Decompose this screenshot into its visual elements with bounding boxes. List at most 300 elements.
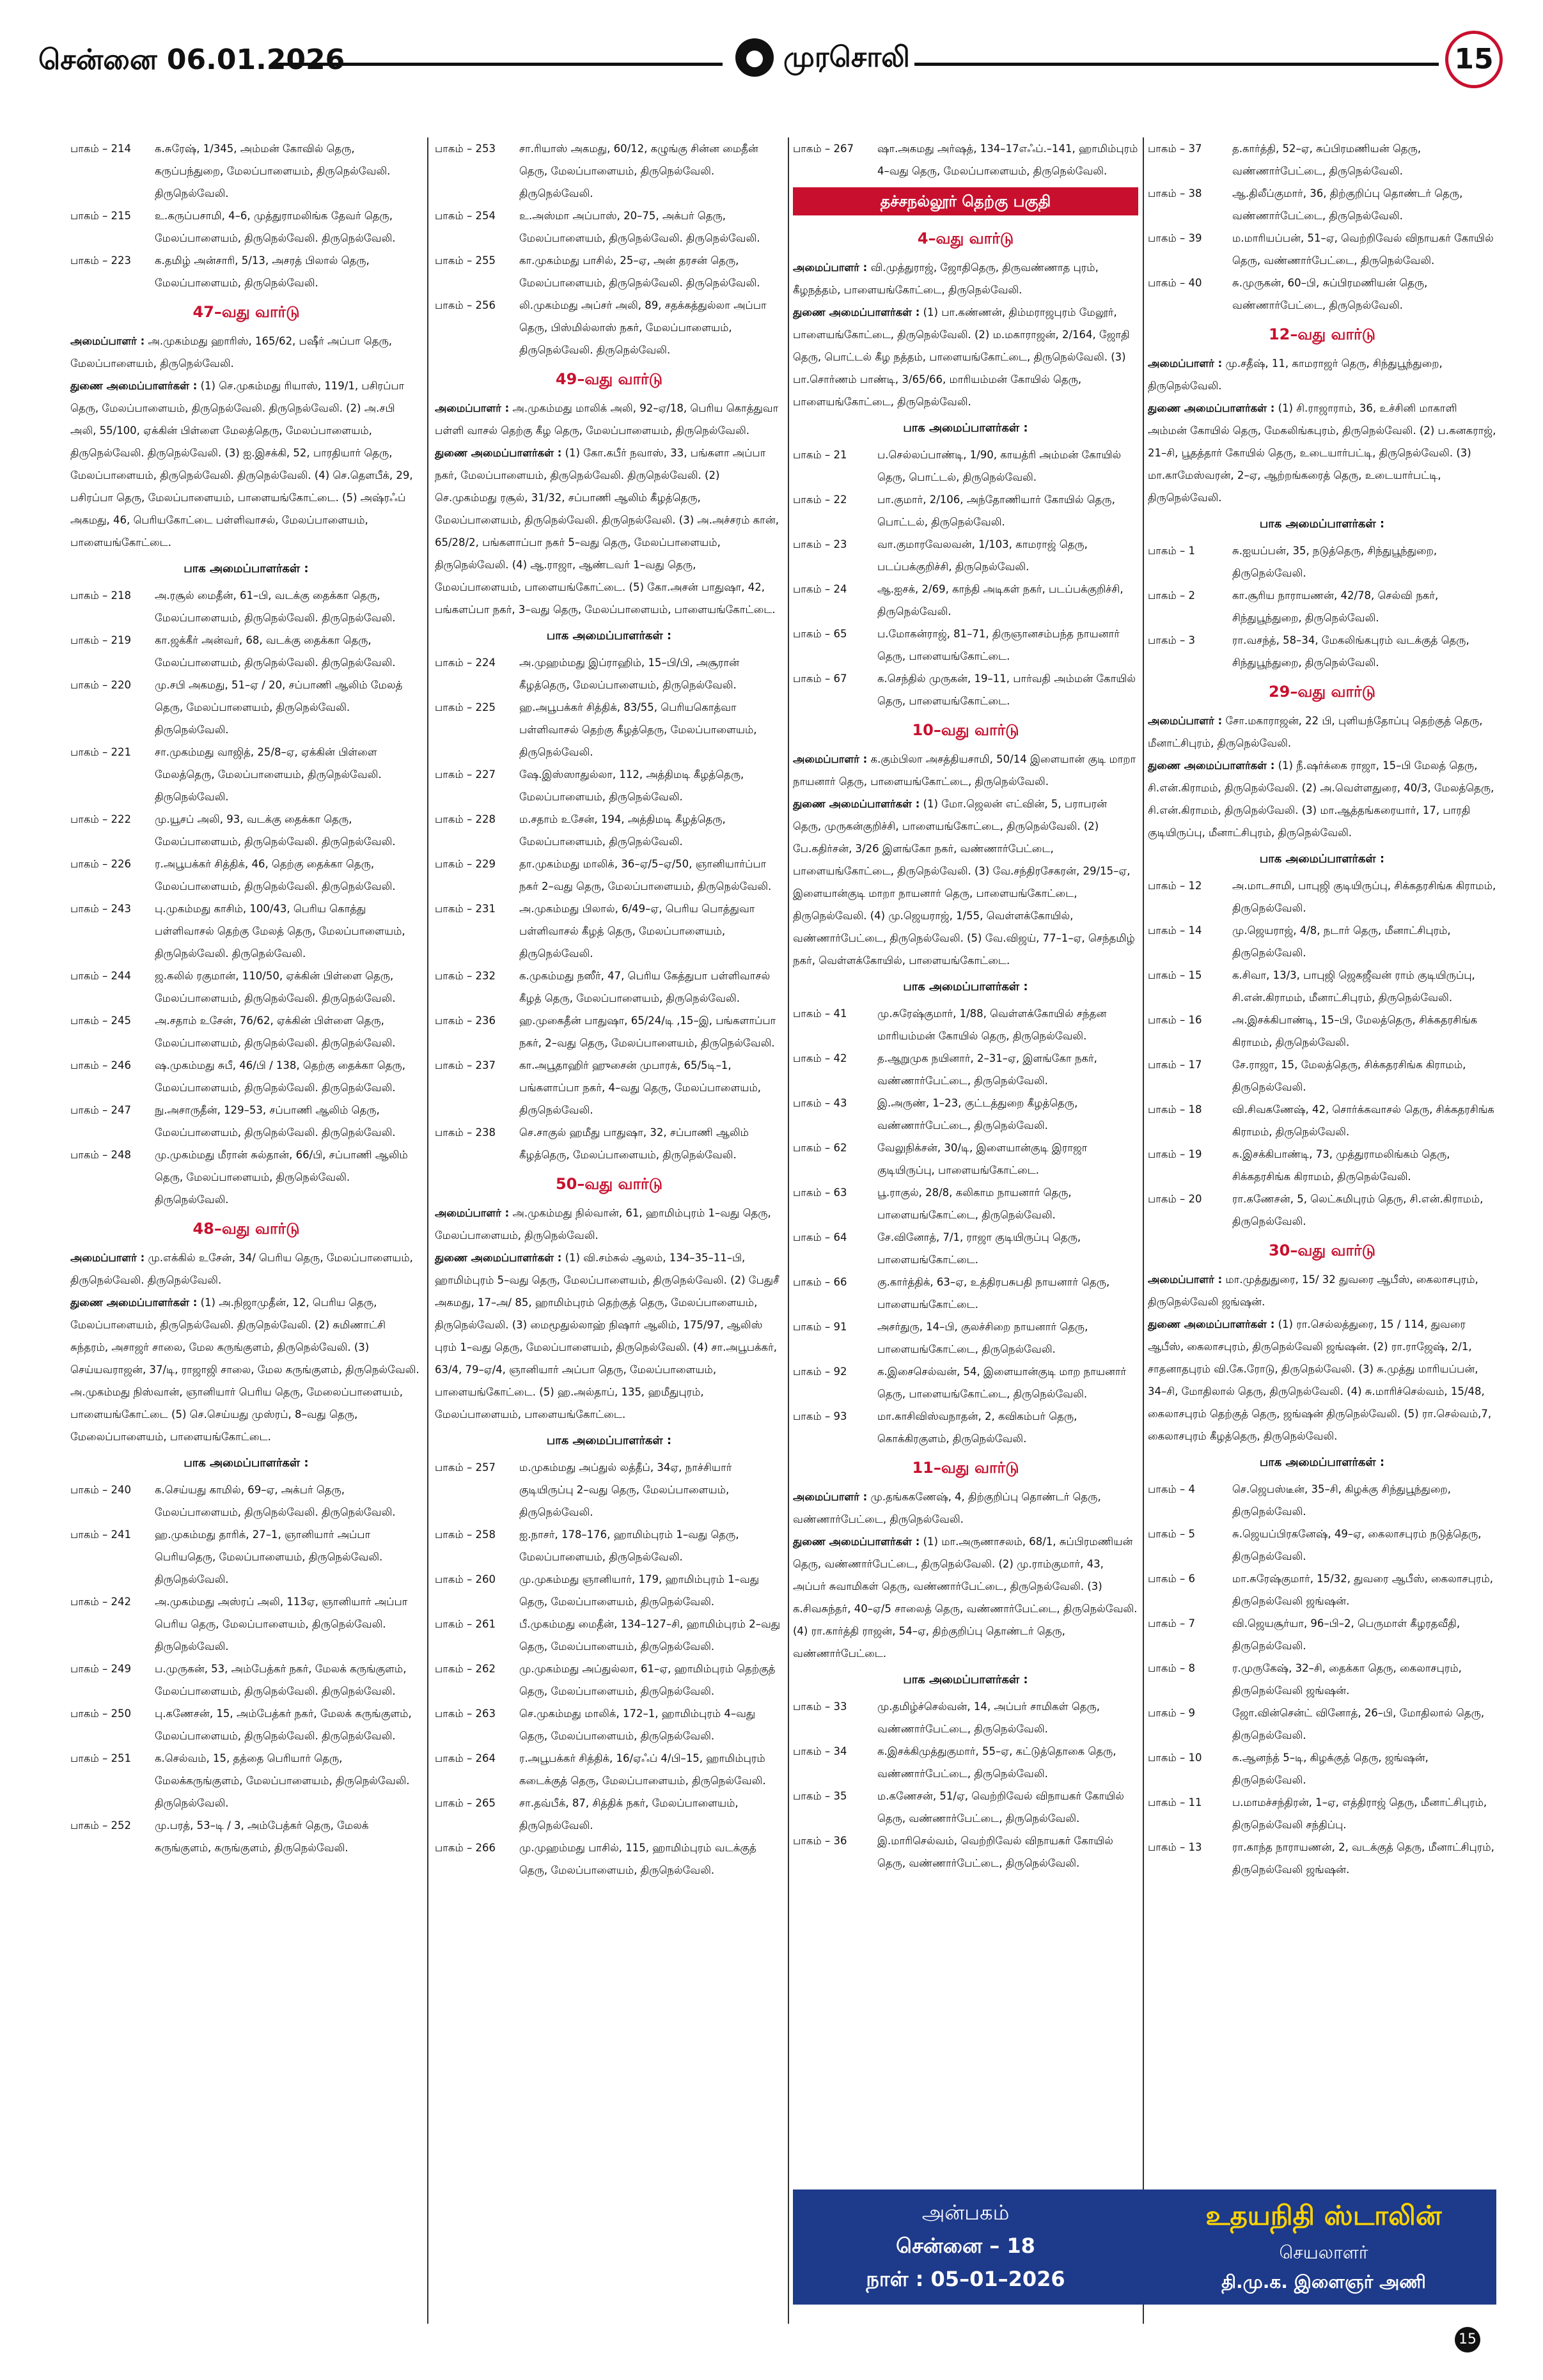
booth-entry bbox=[1148, 629, 1496, 674]
booth-entry bbox=[793, 1181, 1138, 1226]
booth-organiser-address: இ.அருண், 1–23, குட்டத்துறை கீழத்தெரு, வண்ணார்பேட்டை, திருநெல்வேலி. bbox=[877, 1097, 1078, 1132]
booth-number: பாகம் – 67 bbox=[793, 673, 847, 685]
horn-icon: ● bbox=[735, 38, 774, 77]
role-label: அமைப்பாளர் : bbox=[1148, 715, 1223, 727]
booth-number: பாகம் – 43 bbox=[793, 1097, 847, 1109]
booth-entry bbox=[435, 853, 783, 898]
booth-organiser-address: த.ஆறுமுக நயினார், 2–31–ஏ, இளங்கோ நகர், வண்ணார்பேட்டை, திருநெல்வேலி. bbox=[877, 1052, 1097, 1087]
booth-entry bbox=[793, 1405, 1138, 1450]
booth-entry bbox=[435, 1702, 783, 1747]
page-number-badge: 15 bbox=[1445, 31, 1503, 88]
booth-organiser-address: வேலுநிக்சன், 30/டி, இளையான்குடி இராஜா குடியிருப்பு, பாளையங்கோட்டை. bbox=[877, 1142, 1088, 1176]
booth-organiser-address: க.சிவா, 13/3, பாபுஜி ஜெகஜீவன் ராம் குடியிருப்பு, சி.என்.கிராமம், மீனாட்சிபுரம், திருநெல்வேலி. bbox=[1232, 969, 1475, 1004]
organiser-details: (1) மா.அருணாசலம், 68/1, சுப்பிரமணியன் தெரு, வண்ணார்பேட்டை, திருநெல்வேலி. (2) மு.ராம்குமார், 43, அப்பர் சுவாமிகள் தெரு, வண்ணார்பேட்டை, திருநெல்வேலி. (3) க.சிவசுந்தர், 40–ஏ/5 சாலைத் தெரு, வண்ணார்பேட்டை, திருநெல்வேலி. (4) ரா.கார்த்தி ராஜன், 54–ஏ, திற்குறிப்பு தொண்டர் தெரு, வண்ணார்பேட்டை. bbox=[793, 1536, 1138, 1660]
booth-number: பாகம் – 231 bbox=[435, 903, 496, 915]
booth-number: பாகம் – 247 bbox=[70, 1104, 131, 1116]
booth-organiser-address: பா.குமார், 2/106, அந்தோணியார் கோயில் தெரு, பொட்டல், திருநெல்வேலி. bbox=[877, 494, 1115, 528]
booth-organiser-address: ஹ.முகைதீன் பாதுஷா, 65/24/டி ,15–இ, பங்களாப்பா நகர், 2–வது தெரு, மேலப்பாளையம், திருநெல்வேலி. bbox=[519, 1015, 776, 1049]
booth-entry bbox=[435, 965, 783, 1009]
booth-entry bbox=[1148, 1188, 1496, 1233]
booth-entry bbox=[70, 674, 422, 741]
booth-organiser-address: மு.முகம்மது ஞானியார், 179, ஹாமிம்புரம் 1–வது தெரு, மேலப்பாளையம், திருநெல்வேலி. bbox=[519, 1573, 760, 1608]
banner-place: அன்பகம் bbox=[921, 2200, 1010, 2225]
booth-number: பாகம் – 236 bbox=[435, 1015, 496, 1027]
booth-entry bbox=[435, 1054, 783, 1121]
booth-organiser-address: செ.சாகுல் ஹமீது பாதுஷா, 32, சப்பாணி ஆலிம் கீழத்தெரு, மேலப்பாளையம், திருநெல்வேலி. bbox=[519, 1126, 749, 1161]
booth-number: பாகம் – 10 bbox=[1148, 1752, 1202, 1764]
booth-entry bbox=[793, 533, 1138, 578]
booth-organiser-address: அசர்துரு, 14–பி, குலச்சிறை நாயனார் தெரு, பாளையங்கோட்டை, திருநெல்வேலி. bbox=[877, 1321, 1088, 1355]
booth-organiser-address: க.ஆனந்த் 5–டி, கிழக்குத் தெரு, ஜங்ஷன், திருநெல்வேலி. bbox=[1232, 1752, 1429, 1786]
organiser-paragraph bbox=[1148, 352, 1496, 397]
organiser-details: (1) சி.ராஜாராம், 36, உச்சினி மாகாளி அம்மன் கோயில் தெரு, மேகலிங்கபுரம், திருநெல்வேலி. (2) ப.கனகராஜ், 21–சி, பூதத்தார் கோயில் தெரு, உடையார்பட்டி, திருநெல்வேலி. (3) மா.காமேஸ்வரன், 2–ஏ, ஆற்றங்கரைத் தெரு, உடையார்பட்டி, திருநெல்வேலி. bbox=[1148, 402, 1496, 504]
booth-entry bbox=[70, 853, 422, 898]
booth-entry bbox=[793, 1092, 1138, 1137]
booth-entry bbox=[70, 205, 422, 249]
booth-entry bbox=[70, 1814, 422, 1859]
booth-number: பாகம் – 21 bbox=[793, 449, 847, 461]
booth-entry bbox=[793, 1695, 1138, 1740]
organiser-details: சோ.மகாராஜன், 22 பி, புளியந்தோப்பு தெற்குத் தெரு, மீனாட்சிபுரம், திருநெல்வேலி. bbox=[1148, 715, 1483, 749]
booth-organiser-address: சு.ஜெயப்பிரகனேஷ், 49–ஏ, கைலாசபுரம் நடுத்தெரு, திருநெல்வேலி. bbox=[1232, 1528, 1482, 1562]
booth-organiser-address: அ.மாடசாமி, பாபுஜி குடியிருப்பு, சிக்கதரசிங்க கிராமம், திருநெல்வேலி. bbox=[1232, 880, 1496, 914]
booth-number: பாகம் – 226 bbox=[70, 858, 131, 870]
booth-number: பாகம் – 244 bbox=[70, 970, 131, 982]
booth-organiser-address: இ.மாரிசெல்வம், வெற்றிவேல் விநாயகர் கோயில் தெரு, வண்ணார்பேட்டை, திருநெல்வேலி. bbox=[877, 1835, 1113, 1869]
section-subheading: பாக அமைப்பாளர்கள் : bbox=[546, 629, 672, 642]
organiser-paragraph bbox=[435, 1247, 783, 1426]
booth-number: பாகம் – 225 bbox=[435, 701, 496, 713]
role-label: துணை அமைப்பாளர்கள் : bbox=[70, 380, 198, 392]
booth-entry bbox=[793, 1740, 1138, 1785]
booth-organiser-address: க.தமிழ் அன்சாரி, 5/13, அசரத் பிலால் தெரு, மேலப்பாளையம், திருநெல்வேலி. bbox=[155, 254, 370, 289]
booth-number: பாகம் – 65 bbox=[793, 628, 847, 640]
booth-organiser-address: வி.ஜெயசூர்யா, 96–பி–2, பெருமாள் கீழரதவீதி, திருநெல்வேலி. bbox=[1232, 1617, 1461, 1652]
signatory-name: உதயநிதி ஸ்டாலின் bbox=[1205, 2200, 1442, 2231]
role-label: துணை அமைப்பாளர்கள் : bbox=[70, 1296, 198, 1309]
booth-organiser-address: கா.முகம்மது பாசில், 25–ஏ, அன் தரசன் தெரு, மேலப்பாளையம், திருநெல்வேலி. திருநெல்வேலி. bbox=[519, 254, 760, 289]
booth-organiser-address: ப.மோகன்ராஜ், 81–71, திருஞானசம்பந்த நாயனார் தெரு, பாளையங்கோட்டை. bbox=[877, 628, 1120, 662]
organiser-paragraph bbox=[793, 256, 1138, 301]
booth-number: பாகம் – 265 bbox=[435, 1797, 496, 1809]
booth-organiser-address: பூ.ராகுல், 28/8, கலிகாம நாயனார் தெரு, பாளையங்கோட்டை, திருநெல்வேலி. bbox=[877, 1186, 1072, 1221]
booth-entry bbox=[70, 1144, 422, 1211]
booth-entry bbox=[1148, 1098, 1496, 1143]
organiser-paragraph bbox=[435, 397, 783, 442]
booth-organiser-address: அ.முகம்மது பிலால், 6/49–ஏ, பெரிய பொத்துவா பள்ளிவாசல் கீழத் தெரு, மேலப்பாளையம், திருநெல்வேலி. bbox=[519, 903, 755, 960]
booth-entry bbox=[1148, 540, 1496, 584]
booth-entry bbox=[793, 1226, 1138, 1271]
booth-organiser-address: ரா.வசந்த், 58–34, மேகலிங்கபுரம் வடக்குத் தெரு, சிந்துபூந்துறை, திருநெல்வேலி. bbox=[1232, 634, 1469, 669]
booth-number: பாகம் – 243 bbox=[70, 903, 131, 915]
masthead-rule-right bbox=[914, 63, 1439, 66]
role-label: அமைப்பாளர் : bbox=[793, 1491, 868, 1503]
booth-number: பாகம் – 223 bbox=[70, 254, 131, 267]
booth-organiser-address: கு.கார்த்திக், 63–ஏ, உத்திரபசுபதி நாயனார் தெரு, பாளையங்கோட்டை. bbox=[877, 1276, 1110, 1311]
booth-number: பாகம் – 228 bbox=[435, 813, 496, 825]
organiser-paragraph bbox=[70, 1291, 422, 1448]
booth-entry bbox=[793, 488, 1138, 533]
booth-entry bbox=[793, 667, 1138, 712]
booth-number: பாகம் – 220 bbox=[70, 679, 131, 691]
role-label: அமைப்பாளர் : bbox=[70, 1252, 145, 1264]
booth-number: பாகம் – 241 bbox=[70, 1528, 131, 1541]
booth-organiser-address: ஆ.ஐசக், 2/69, காந்தி அடிகள் நகர், படப்பக்குறிச்சி, திருநெல்வேலி. bbox=[877, 583, 1124, 618]
booth-number: பாகம் – 41 bbox=[793, 1007, 847, 1020]
booth-entry bbox=[435, 1658, 783, 1702]
booth-organiser-address: கா.சூரிய நாராயணன், 42/78, செல்வி நகர், சிந்துபூந்துறை, திருநெல்வேலி. bbox=[1232, 589, 1439, 624]
booth-entry bbox=[793, 1360, 1138, 1405]
booth-organiser-address: மு.சபி அகமது, 51–ஏ / 20, சப்பாணி ஆலிம் மேலத் தெரு, மேலப்பாளையம், திருநெல்வேலி. திருநெல்வேலி. bbox=[155, 679, 403, 736]
booth-entry bbox=[435, 1792, 783, 1837]
organiser-details: மா.முத்துதுரை, 15/ 32 துவரை ஆபீஸ், கைலாசபுரம், திருநெல்வேலி ஜங்ஷன். bbox=[1148, 1273, 1478, 1308]
organiser-details: வி.முத்துராஜ், ஜோதிதெரு, திருவண்ணாத புரம், கீழநத்தம், பாளையங்கோட்டை, திருநெல்வேலி. bbox=[793, 261, 1099, 296]
organiser-details: (1) ரா.செல்லத்துரை, 15 / 114, துவரை ஆபீஸ், கைலாசபுரம், திருநெல்வேலி ஜங்ஷன். (2) ரா.ராஜேஷ், 2/1, சாதனாதபுரம் வி.கே.ரோடு, திருநெல்வேலி. (3) சு.முத்து மாரியப்பன், 34–சி, மோதிலால் தெரு, திருநெல்வேலி. (4) சு.மாரிச்செல்வம், 15/48, கைலாசபுரம் தெற்குத் தெரு, ஜங்ஷன் திருநெல்வேலி. (5) ரா.செல்வம்,7, கைலாசபுரம் கீழத்தெரு, திருநெல்வேலி. bbox=[1148, 1318, 1492, 1442]
booth-organiser-address: ம.கணேசன், 51/ஏ, வெற்றிவேல் விநாயகர் கோயில் தெரு, வண்ணார்பேட்டை, திருநெல்வேலி. bbox=[877, 1790, 1124, 1824]
booth-organiser-address: ஜ.கலில் ரகுமான், 110/50, ஏக்கின் பிள்ளை தெரு, மேலப்பாளையம், திருநெல்வேலி. திருநெல்வேலி. bbox=[155, 970, 396, 1004]
booth-organiser-address: ரா.கணேசன், 5, லெட்சுமிபுரம் தெரு, சி.என்.கிராமம், திருநெல்வேலி. bbox=[1232, 1193, 1484, 1227]
area-heading: தச்சநல்லூர் தெற்கு பகுதி bbox=[793, 187, 1138, 215]
booth-organiser-address: க.சுரேஷ், 1/345, அம்மன் கோவில் தெரு, கருப்பந்துறை, மேலப்பாளையம், திருநெல்வேலி. திருநெல்வேலி. bbox=[155, 143, 391, 199]
booth-entry bbox=[1148, 919, 1496, 964]
booth-number: பாகம் – 35 bbox=[793, 1790, 847, 1802]
booth-number: பாகம் – 237 bbox=[435, 1059, 496, 1071]
signatory-title: செயலாளர் bbox=[1279, 2242, 1368, 2263]
booth-entry bbox=[1148, 227, 1496, 272]
section-subheading: பாக அமைப்பாளர்கள் : bbox=[1259, 852, 1385, 866]
booth-number: பாகம் – 262 bbox=[435, 1663, 496, 1675]
booth-organiser-address: அ.சதாம் உசேன், 76/62, ஏக்கின் பிள்ளை தெரு, மேலப்பாளையம், திருநெல்வேலி. திருநெல்வேலி. bbox=[155, 1015, 396, 1049]
booth-entry bbox=[70, 741, 422, 808]
booth-organiser-address: க.செந்தில் முருகன், 19–11, பார்வதி அம்மன் கோயில் தெரு, பாளையங்கோட்டை. bbox=[877, 673, 1136, 707]
organiser-details: அ.முகம்மது ஹாரிஸ், 165/62, பஷீர் அப்பா தெரு, மேலப்பாளையம், திருநெல்வேலி. bbox=[70, 335, 393, 369]
booth-number: பாகம் – 14 bbox=[1148, 924, 1202, 937]
booth-organiser-address: அ.முஹம்மது இப்ராஹிம், 15–பி/பி, அசூரான் கீழத்தெரு, மேலப்பாளையம், திருநெல்வேலி. bbox=[519, 657, 740, 691]
booth-entry bbox=[435, 898, 783, 965]
organiser-paragraph bbox=[793, 748, 1138, 793]
booth-organiser-address: நு.அசாருதீன், 129–53, சப்பாணி ஆலிம் தெரு, மேலப்பாளையம், திருநெல்வேலி. திருநெல்வேலி. bbox=[155, 1104, 396, 1139]
booth-organiser-address: ஹ.அபூபக்கர் சித்திக், 83/55, பெரியகொத்வா பள்ளிவாசல் தெற்கு கீழத்தெரு, மேலப்பாளையம், திருநெல்வேலி. bbox=[519, 701, 757, 758]
organiser-details: அ.முகம்மது மாலிக் அலி, 92–ஏ/18, பெரிய கொத்துவா பள்ளி வாசல் தெற்கு கீழ தெரு, மேலப்பாளையம், திருநெல்வேலி. bbox=[435, 402, 779, 437]
booth-organiser-address: மு.சுரேஷ்குமார், 1/88, வெள்ளக்கோயில் சந்தன மாரியம்மன் கோயில் தெரு, திருநெல்வேலி. bbox=[877, 1007, 1107, 1042]
booth-number: பாகம் – 13 bbox=[1148, 1841, 1202, 1853]
booth-number: பாகம் – 246 bbox=[70, 1059, 131, 1071]
booth-entry bbox=[435, 1747, 783, 1792]
organiser-details: மு.சதீஷ், 11, காமராஜர் தெரு, சிந்துபூந்துறை, திருநெல்வேலி. bbox=[1148, 357, 1443, 392]
booth-number: பாகம் – 255 bbox=[435, 254, 496, 267]
section-subheading: பாக அமைப்பாளர்கள் : bbox=[1259, 1456, 1385, 1469]
booth-number: பாகம் – 37 bbox=[1148, 143, 1202, 155]
booth-number: பாகம் – 215 bbox=[70, 210, 131, 222]
booth-entry bbox=[70, 584, 422, 629]
booth-entry bbox=[793, 444, 1138, 488]
booth-organiser-address: த.கார்த்தி, 52–ஏ, சுப்பிரமணியன் தெரு, வண்ணார்பேட்டை, திருநெல்வேலி. bbox=[1232, 143, 1422, 177]
booth-organiser-address: ஷே.இஸ்ஸாதுல்லா, 112, அத்திமடி கீழத்தெரு, மேலப்பாளையம், திருநெல்வேலி. bbox=[519, 768, 744, 803]
booth-organiser-address: மு.யூசப் அலி, 93, வடக்கு தைக்கா தெரு, மேலப்பாளையம், திருநெல்வேலி. திருநெல்வேலி. bbox=[155, 813, 396, 848]
booth-entry bbox=[1148, 1009, 1496, 1054]
signatory-organisation: தி.மு.க. இளைஞர் அணி bbox=[1221, 2271, 1426, 2292]
booth-entry bbox=[435, 1456, 783, 1523]
booth-number: பாகம் – 92 bbox=[793, 1365, 847, 1378]
booth-entry bbox=[70, 1747, 422, 1814]
ward-heading: 4–வது வார்டு bbox=[917, 229, 1014, 247]
booth-number: பாகம் – 63 bbox=[793, 1186, 847, 1199]
banner-sender bbox=[793, 2189, 1138, 2305]
newspaper-name: முரசொலி bbox=[783, 41, 910, 74]
booth-number: பாகம் – 38 bbox=[1148, 187, 1202, 199]
ward-heading: 30–வது வார்டு bbox=[1268, 1241, 1375, 1259]
role-label: துணை அமைப்பாளர்கள் : bbox=[435, 1252, 562, 1264]
section-subheading: பாக அமைப்பாளர்கள் : bbox=[546, 1434, 672, 1447]
organiser-paragraph bbox=[793, 1530, 1138, 1665]
booth-entry bbox=[70, 965, 422, 1009]
organiser-paragraph bbox=[793, 301, 1138, 413]
booth-number: பாகம் – 3 bbox=[1148, 634, 1195, 646]
booth-number: பாகம் – 249 bbox=[70, 1663, 131, 1675]
booth-entry bbox=[70, 1523, 422, 1591]
booth-entry bbox=[1148, 1478, 1496, 1523]
role-label: துணை அமைப்பாளர்கள் : bbox=[1148, 1318, 1275, 1330]
booth-number: பாகம் – 16 bbox=[1148, 1014, 1202, 1026]
booth-organiser-address: பு.முகம்மது காசிம், 100/43, பெரிய கொத்து பள்ளிவாசல் தெற்கு மேலத் தெரு, மேலப்பாளையம், திருநெல்வேலி. திருநெல்வேலி. bbox=[155, 903, 405, 960]
booth-number: பாகம் – 11 bbox=[1148, 1796, 1202, 1808]
organiser-paragraph bbox=[793, 793, 1138, 972]
booth-entry bbox=[1148, 584, 1496, 629]
organiser-paragraph bbox=[70, 375, 422, 554]
booth-number: பாகம் – 224 bbox=[435, 657, 496, 669]
column-1 bbox=[70, 137, 422, 2349]
ward-heading: 29–வது வார்டு bbox=[1268, 683, 1375, 701]
booth-number: பாகம் – 263 bbox=[435, 1707, 496, 1720]
booth-organiser-address: சா.ரியாஸ் அகமது, 60/12, கழுங்கு சின்ன மைதீன் தெரு, மேலப்பாளையம், திருநெல்வேலி. திருநெல்வேலி. bbox=[519, 143, 758, 199]
organiser-paragraph bbox=[70, 1247, 422, 1291]
booth-organiser-address: சா.முகம்மது வாஜித், 25/8–ஏ, ஏக்கின் பிள்ளை மேலத்தெரு, மேலப்பாளையம், திருநெல்வேலி. திருநெல்வேலி. bbox=[155, 746, 382, 803]
column-divider bbox=[788, 137, 789, 2324]
booth-organiser-address: உ.கருப்பசாமி, 4–6, முத்துராமலிங்க தேவர் தெரு, மேலப்பாளையம், திருநெல்வேலி. திருநெல்வேலி. bbox=[155, 210, 396, 244]
booth-entry bbox=[70, 249, 422, 294]
booth-organiser-address: மு.முகம்மது அப்துல்லா, 61–ஏ, ஹாமிம்புரம் தெற்குத் தெரு, மேலப்பாளையம், திருநெல்வேலி. bbox=[519, 1663, 776, 1697]
column-4 bbox=[1148, 137, 1496, 2349]
booth-entry bbox=[1148, 272, 1496, 316]
booth-number: பாகம் – 22 bbox=[793, 494, 847, 506]
booth-number: பாகம் – 34 bbox=[793, 1745, 847, 1757]
booth-organiser-address: லி.முகம்மது அப்சர் அலி, 89, சதக்கத்துல்லா அப்பா தெரு, பிஸ்மில்லாஸ் நகர், மேலப்பாளையம், திருநெல்வேலி. திருநெல்வேலி. bbox=[519, 299, 767, 356]
booth-entry bbox=[435, 1568, 783, 1613]
masthead-rule-left bbox=[275, 63, 723, 66]
booth-number: பாகம் – 214 bbox=[70, 143, 131, 155]
booth-organiser-address: வி.சிவகணேஷ், 42, சொர்க்கவாசல் தெரு, சிக்கதரசிங்க கிராமம், திருநெல்வேலி. bbox=[1232, 1103, 1494, 1138]
booth-organiser-address: ம.முகம்மது அப்துல் லத்தீப், 34ஏ, நாச்சியார் குடியிருப்பு 2–வது தெரு, மேலப்பாளையம், திருநெல்வேலி. bbox=[519, 1461, 732, 1518]
organiser-paragraph bbox=[435, 1202, 783, 1247]
masthead bbox=[38, 26, 1503, 121]
organiser-paragraph bbox=[1148, 1313, 1496, 1447]
booth-number: பாகம் – 242 bbox=[70, 1596, 131, 1608]
booth-organiser-address: ஷா.அகமது அர்ஷத், 134–17எஃப்.–141, ஹாமிம்புரம் 4–வது தெரு, மேலப்பாளையம், திருநெல்வேலி. bbox=[877, 143, 1138, 177]
booth-organiser-address: உ.அஸ்மா அப்பாஸ், 20–75, அக்பர் தெரு, மேலப்பாளையம், திருநெல்வேலி. திருநெல்வேலி. bbox=[519, 210, 760, 244]
booth-entry bbox=[70, 1479, 422, 1523]
section-subheading: பாக அமைப்பாளர்கள் : bbox=[903, 421, 1028, 435]
booth-entry bbox=[1148, 1657, 1496, 1702]
booth-entry bbox=[435, 137, 783, 205]
booth-entry bbox=[793, 1316, 1138, 1360]
booth-organiser-address: ஜோ.வின்சென்ட் வினோத், 26–பி, மோதிலால் தெரு, திருநெல்வேலி. bbox=[1232, 1707, 1485, 1741]
booth-entry bbox=[793, 1047, 1138, 1092]
booth-number: பாகம் – 24 bbox=[793, 583, 847, 595]
role-label: அமைப்பாளர் : bbox=[70, 335, 145, 347]
booth-number: பாகம் – 219 bbox=[70, 634, 131, 646]
booth-number: பாகம் – 256 bbox=[435, 299, 496, 311]
organiser-paragraph bbox=[793, 1486, 1138, 1530]
organiser-details: அ.முகம்மது நில்வான், 61, ஹாமிம்புரம் 1–வது தெரு, மேலப்பாளையம், திருநெல்வேலி. bbox=[435, 1207, 771, 1241]
booth-number: பாகம் – 42 bbox=[793, 1052, 847, 1064]
organiser-paragraph bbox=[435, 442, 783, 621]
booth-number: பாகம் – 40 bbox=[1148, 277, 1202, 289]
booth-organiser-address: மா.சுரேஷ்குமார், 15/32, துவரை ஆபீஸ், கைலாசபுரம், திருநெல்வேலி ஜங்ஷன். bbox=[1232, 1573, 1494, 1607]
booth-number: பாகம் – 91 bbox=[793, 1321, 847, 1333]
booth-entry bbox=[70, 1009, 422, 1054]
booth-organiser-address: அ.முகம்மது அஸ்ரப் அலி, 113ஏ, ஞானியார் அப்பா பெரிய தெரு, மேலப்பாளையம், திருநெல்வேலி. திருநெல்வேலி. bbox=[155, 1596, 408, 1653]
booth-entry bbox=[70, 1702, 422, 1747]
ward-heading: 49–வது வார்டு bbox=[555, 370, 662, 388]
booth-number: பாகம் – 258 bbox=[435, 1528, 496, 1541]
booth-organiser-address: அ.ரசூல் மைதீன், 61–பி, வடக்கு தைக்கா தெரு, மேலப்பாளையம், திருநெல்வேலி. திருநெல்வேலி. bbox=[155, 589, 396, 624]
booth-entry bbox=[1148, 1702, 1496, 1746]
booth-entry bbox=[793, 1830, 1138, 1874]
ward-heading: 12–வது வார்டு bbox=[1268, 325, 1375, 343]
organiser-details: (1) கோ.கபீர் நவாஸ், 33, பங்களா அப்பா நகர், மேலப்பாளையம், திருநெல்வேலி. திருநெல்வேலி. (2) செ.முகம்மது ரசூல், 31/32, சப்பாணி ஆலிம் கீழத்தெரு, மேலப்பாளையம், திருநெல்வேலி. திருநெல்வேலி. (3) அ.அச்சரம் கான், 65/28/2, பங்களாப்பா நகர் 5–வது தெரு, மேலப்பாளையம், திருநெல்வேலி. (4) ஆ.ராஜா, ஆண்டவர் 1–வது தெரு, மேலப்பாளையம், பாளையங்கோட்டை. (5) கோ.அசன் பாதுஷா, 42, பங்களப்பா நகர், 3–வது தெரு, மேலப்பாளையம், பாளையங்கோட்டை. bbox=[435, 447, 779, 616]
booth-number: பாகம் – 232 bbox=[435, 970, 496, 982]
role-label: துணை அமைப்பாளர்கள் : bbox=[1148, 759, 1275, 772]
booth-organiser-address: க.இசைசெல்வன், 54, இளையான்குடி மாற நாயனார் தெரு, பாளையங்கோட்டை, திருநெல்வேலி. bbox=[877, 1365, 1127, 1400]
booth-organiser-address: சே.வினோத், 7/1, ராஜா குடியிருப்பு தெரு, பாளையங்கோட்டை. bbox=[877, 1231, 1081, 1266]
role-label: அமைப்பாளர் : bbox=[793, 753, 868, 765]
booth-entry bbox=[70, 808, 422, 853]
booth-number: பாகம் – 93 bbox=[793, 1410, 847, 1422]
booth-number: பாகம் – 39 bbox=[1148, 232, 1202, 244]
booth-number: பாகம் – 6 bbox=[1148, 1573, 1195, 1585]
column-divider bbox=[427, 137, 428, 2324]
banner-city: சென்னை – 18 bbox=[896, 2234, 1035, 2258]
booth-entry bbox=[70, 1658, 422, 1702]
booth-number: பாகம் – 36 bbox=[793, 1835, 847, 1847]
section-subheading: பாக அமைப்பாளர்கள் : bbox=[1259, 517, 1385, 531]
booth-organiser-address: அ.இசக்கிபாண்டி, 15–பி, மேலத்தெரு, சிக்கதரசிங்க கிராமம், திருநெல்வேலி. bbox=[1232, 1014, 1478, 1048]
booth-organiser-address: சு.முருகன், 60–பி, சுப்பிரமணியன் தெரு, வண்ணார்பேட்டை, திருநெல்வேலி. bbox=[1232, 277, 1428, 311]
role-label: துணை அமைப்பாளர்கள் : bbox=[1148, 402, 1275, 414]
booth-number: பாகம் – 261 bbox=[435, 1618, 496, 1630]
booth-entry bbox=[793, 578, 1138, 623]
organiser-paragraph bbox=[1148, 754, 1496, 844]
booth-entry bbox=[70, 1099, 422, 1144]
booth-organiser-address: மு.முஹம்மது பாசில், 115, ஹாமிம்புரம் வடக்குத் தெரு, மேலப்பாளையம், திருநெல்வேலி. bbox=[519, 1842, 756, 1876]
organiser-details: க.கும்பிலா அசத்தியசாமி, 50/14 இளையான் குடி மாறா நாயனார் தெரு, பாளையங்கோட்டை, திருநெல்வேலி. bbox=[793, 753, 1136, 788]
booth-entry bbox=[70, 629, 422, 674]
booth-organiser-address: ர.முருகேஷ், 32–சி, தைக்கா தெரு, கைலாசபுரம், திருநெல்வேலி ஜங்ஷன். bbox=[1232, 1662, 1462, 1697]
booth-entry bbox=[435, 1837, 783, 1881]
column-2 bbox=[435, 137, 783, 2349]
organiser-paragraph bbox=[70, 330, 422, 375]
role-label: துணை அமைப்பாளர்கள் : bbox=[793, 1536, 920, 1548]
organiser-details: (1) செ.முகம்மது ரியாஸ், 119/1, பசிரப்பா தெரு, மேலப்பாளையம், திருநெல்வேலி. திருநெல்வேலி. (2) அ.சபி அலி, 55/100, ஏக்கின் பிள்ளை மேலத்தெரு, மேலப்பாளையம், திருநெல்வேலி. திருநெல்வேலி. (3) ஐ.இசக்கி, 52, பாரதியார் தெரு, மேலப்பாளையம், திருநெல்வேலி. திருநெல்வேலி. (4) செ.தௌபீக், 29, பசிரப்பா தெரு, மேலப்பாளையம், பாளையங்கோட்டை. (5) அஷ்ரஃப் அகமது, 46, பெரியகோட்டை பள்ளிவாசல், மேலப்பாளையம், பாளையங்கோட்டை. bbox=[70, 380, 413, 548]
organiser-details: மு.தங்ககணேஷ், 4, திற்குறிப்பு தொண்டர் தெரு, வண்ணார்பேட்டை, திருநெல்வேலி. bbox=[793, 1491, 1101, 1525]
section-subheading: பாக அமைப்பாளர்கள் : bbox=[184, 562, 309, 575]
booth-number: பாகம் – 264 bbox=[435, 1752, 496, 1764]
booth-organiser-address: ம.மாரியப்பன், 51–ஏ, வெற்றிவேல் விநாயகர் கோயில் தெரு, வண்ணார்பேட்டை, திருநெல்வேலி. bbox=[1232, 232, 1494, 267]
booth-organiser-address: ம.சதாம் உசேன், 194, அத்திமடி கீழத்தெரு, மேலப்பாளையம், திருநெல்வேலி. bbox=[519, 813, 726, 848]
booth-number: பாகம் – 266 bbox=[435, 1842, 496, 1854]
booth-number: பாகம் – 1 bbox=[1148, 545, 1195, 557]
booth-number: பாகம் – 20 bbox=[1148, 1193, 1202, 1205]
booth-organiser-address: பீ.முகம்மது மைதீன், 134–127–சி, ஹாமிம்புரம் 2–வது தெரு, மேலப்பாளையம், திருநெல்வேலி. bbox=[519, 1618, 781, 1653]
role-label: அமைப்பாளர் : bbox=[1148, 1273, 1223, 1286]
ward-heading: 48–வது வார்டு bbox=[192, 1220, 300, 1238]
booth-number: பாகம் – 2 bbox=[1148, 589, 1195, 602]
organiser-details: (1) பா.கண்ணன், திம்மராஜபுரம் மேலூர், பாளையங்கோட்டை, திருநெல்வேலி. (2) ம.மகாராஜன், 2/164, ஜோதி தெரு, பொட்டல் கீழ நத்தம், பாளையங்கோட்டை, திருநெல்வேலி. (3) பா.சொர்ணம் பாண்டி, 3/65/66, மாரியம்மன் கோயில் தெரு, பாளையங்கோட்டை, திருநெல்வேலி. bbox=[793, 306, 1130, 408]
booth-number: பாகம் – 248 bbox=[70, 1149, 131, 1161]
booth-organiser-address: பு.கணேசன், 15, அம்பேத்கர் நகர், மேலக் கருங்குளம், மேலப்பாளையம், திருநெல்வேலி. திருநெல்வேலி. bbox=[155, 1707, 412, 1742]
booth-entry bbox=[1148, 1746, 1496, 1791]
booth-number: பாகம் – 238 bbox=[435, 1126, 496, 1139]
booth-entry bbox=[435, 1009, 783, 1054]
booth-entry bbox=[435, 1523, 783, 1568]
booth-number: பாகம் – 218 bbox=[70, 589, 131, 602]
booth-number: பாகம் – 253 bbox=[435, 143, 496, 155]
booth-entry bbox=[793, 1002, 1138, 1047]
booth-number: பாகம் – 62 bbox=[793, 1142, 847, 1154]
booth-number: பாகம் – 227 bbox=[435, 768, 496, 781]
booth-number: பாகம் – 254 bbox=[435, 210, 496, 222]
booth-organiser-address: ஷ.முகம்மது சுபீ, 46/பி / 138, தெற்கு தைக்கா தெரு, மேலப்பாளையம், திருநெல்வேலி. திருநெல்வேலி. bbox=[155, 1059, 405, 1094]
role-label: துணை அமைப்பாளர்கள் : bbox=[435, 447, 562, 459]
column-divider bbox=[1143, 137, 1144, 2324]
booth-number: பாகம் – 252 bbox=[70, 1819, 131, 1832]
booth-number: பாகம் – 4 bbox=[1148, 1483, 1195, 1495]
booth-entry bbox=[435, 651, 783, 696]
booth-entry bbox=[1148, 875, 1496, 919]
booth-entry bbox=[1148, 1567, 1496, 1612]
ward-heading: 11–வது வார்டு bbox=[912, 1459, 1019, 1477]
booth-entry bbox=[435, 808, 783, 853]
booth-number: பாகம் – 18 bbox=[1148, 1103, 1202, 1116]
booth-organiser-address: மு.பரத், 53–டி / 3, அம்பேத்கர் தெரு, மேலக் கருங்குளம், கருங்குளம், திருநெல்வேலி. bbox=[155, 1819, 369, 1854]
booth-number: பாகம் – 250 bbox=[70, 1707, 131, 1720]
booth-entry bbox=[793, 1137, 1138, 1181]
booth-number: பாகம் – 23 bbox=[793, 538, 847, 550]
booth-number: பாகம் – 240 bbox=[70, 1484, 131, 1496]
greeting-banner bbox=[793, 2189, 1496, 2305]
booth-entry bbox=[1148, 1054, 1496, 1098]
booth-number: பாகம் – 64 bbox=[793, 1231, 847, 1243]
footer-page-number: 15 bbox=[1455, 2327, 1480, 2353]
role-label: துணை அமைப்பாளர்கள் : bbox=[793, 306, 920, 318]
role-label: அமைப்பாளர் : bbox=[435, 1207, 510, 1219]
booth-organiser-address: சு.இசக்கிபாண்டி, 73, முத்துராமலிங்கம் தெரு, சிக்கதரசிங்க கிராமம், திருநெல்வேலி. bbox=[1232, 1148, 1450, 1183]
booth-number: பாகம் – 33 bbox=[793, 1700, 847, 1713]
role-label: அமைப்பாளர் : bbox=[793, 261, 868, 274]
booth-number: பாகம் – 17 bbox=[1148, 1059, 1202, 1071]
booth-organiser-address: ஹ.முகம்மது தாரிக், 27–1, ஞானியார் அப்பா பெரியதெரு, மேலப்பாளையம், திருநெல்வேலி. திருநெல்வேலி. bbox=[155, 1528, 383, 1585]
booth-organiser-address: செ.ஜெபஸ்டீன், 35–சி, கிழக்கு சிந்துபூந்துறை, திருநெல்வேலி. bbox=[1232, 1483, 1452, 1518]
booth-organiser-address: க.முகம்மது நஸீர், 47, பெரிய கேத்துபா பள்ளிவாசல் கீழத் தெரு, மேலப்பாளையம், திருநெல்வேலி. bbox=[519, 970, 771, 1004]
booth-organiser-address: மா.காசிவிஸ்வநாதன், 2, கவிகம்பர் தெரு, கொக்கிரகுளம், திருநெல்வேலி. bbox=[877, 1410, 1077, 1445]
booth-number: பாகம் – 9 bbox=[1148, 1707, 1195, 1719]
booth-number: பாகம் – 7 bbox=[1148, 1617, 1195, 1629]
booth-organiser-address: ஆ.திலீப்குமார், 36, திற்குறிப்பு தொண்டர் தெரு, வண்ணார்பேட்டை, திருநெல்வேலி. bbox=[1232, 187, 1463, 222]
booth-entry bbox=[1148, 1612, 1496, 1657]
booth-entry bbox=[435, 1613, 783, 1658]
booth-number: பாகம் – 66 bbox=[793, 1276, 847, 1288]
booth-entry bbox=[435, 1121, 783, 1166]
